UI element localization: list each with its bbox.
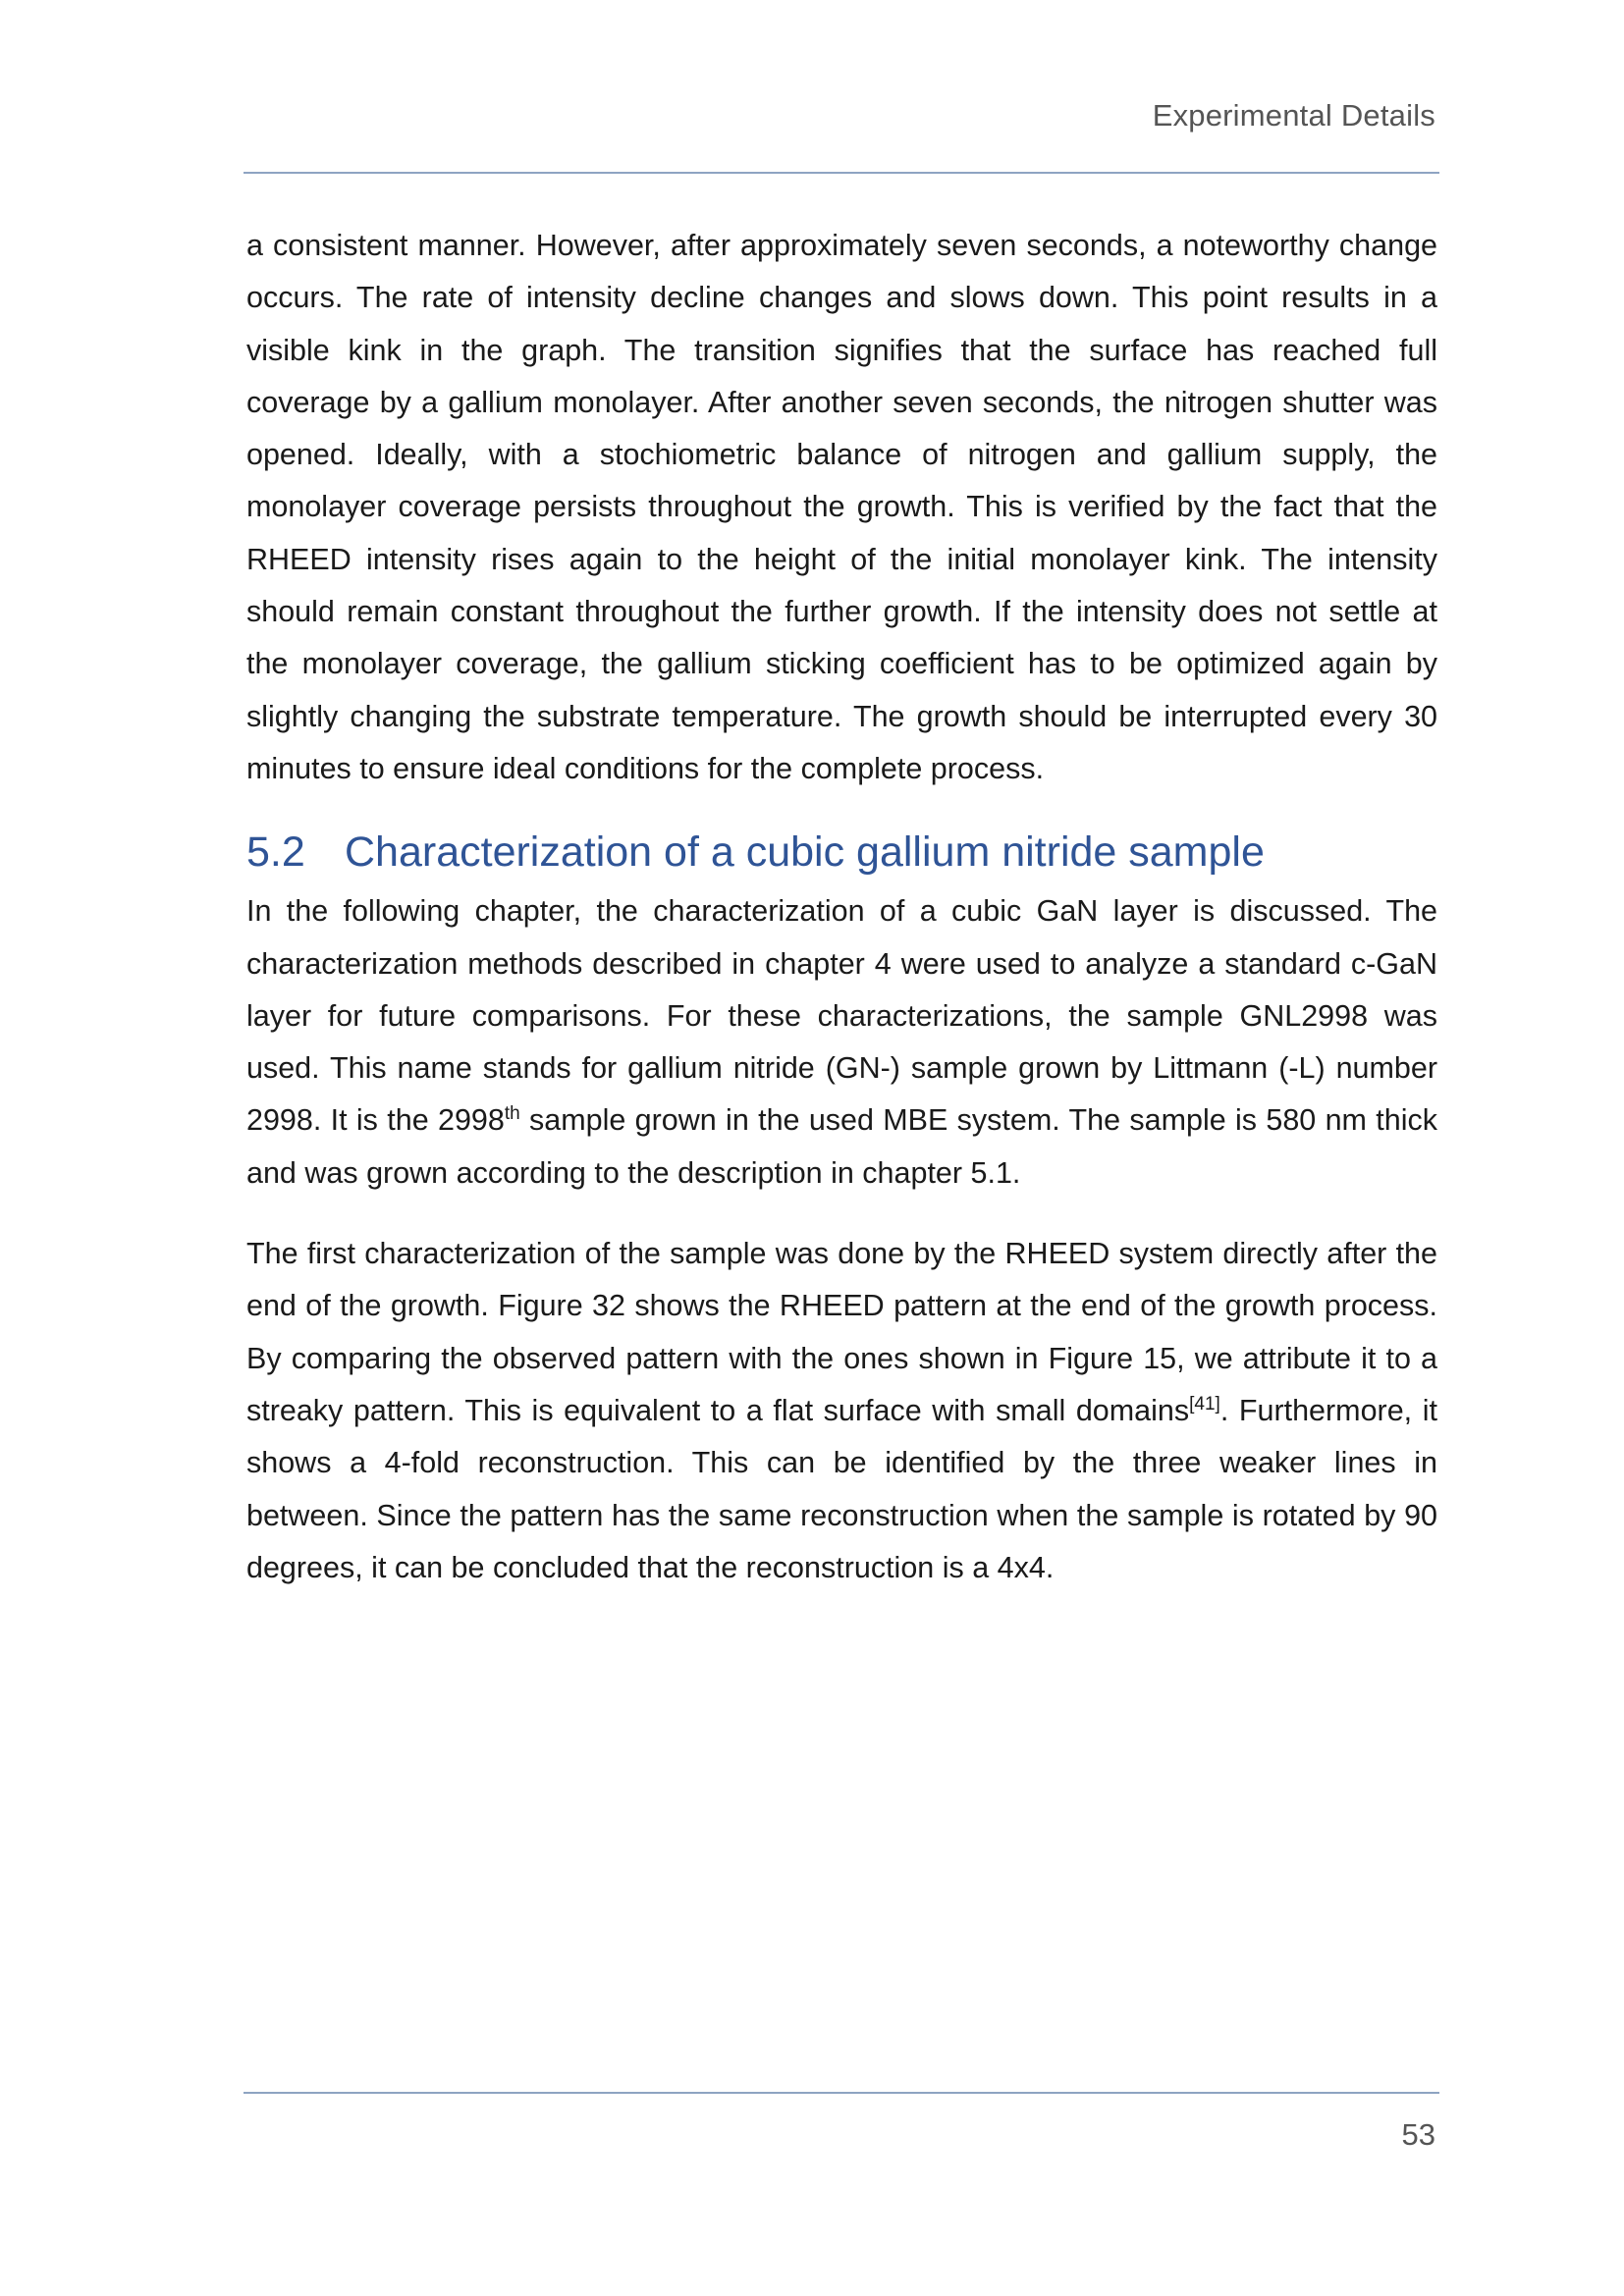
header-rule xyxy=(244,172,1439,174)
section-title: Characterization of a cubic gallium nitride sample xyxy=(345,828,1265,877)
paragraph-text: In the following chapter, the characterization of a cubic GaN layer is discussed. The characterization methods described in chapter 4 were used to analyze a standard c-GaN layer for future comparisons. For these characterizations, the sample GNL2998 was used. This name stands for gallium nitride (GN-) sample grown by Littmann (-L) number 2998. It is the 2998 xyxy=(246,894,1437,1138)
paragraph-text: The first characterization of the sample was done by the RHEED system directly after the end of the growth. Figure 32 shows the RHEED pattern at the end of the growth process. By comparing the observed pattern with the ones shown in Figure 15, we attribute it to a streaky pattern. This is equivalent to a flat surface with small domains xyxy=(246,1237,1437,1427)
running-header: Experimental Details xyxy=(1152,98,1435,133)
ordinal-superscript: th xyxy=(504,1103,520,1125)
paragraph-sample-intro xyxy=(246,885,1437,1200)
page-number: 53 xyxy=(1401,2117,1435,2152)
section-number: 5.2 xyxy=(246,828,305,877)
paragraph-text: sample grown in the used MBE system. The sample is 580 nm thick and was grown according to the description in chapter 5.1. xyxy=(246,1103,1437,1190)
paragraph-text: . Furthermore, it shows a 4-fold reconstruction. This can be identified by the three weaker lines in between. Since the pattern has the same reconstruction when the sample is rotated by 90 degrees, it can be concluded that the reconstruction is a 4x4. xyxy=(246,1393,1437,1584)
main-content xyxy=(246,220,1437,1594)
paragraph-rheed-characterization xyxy=(246,1228,1437,1594)
section-heading xyxy=(246,823,1437,881)
paragraph-continuation: a consistent manner. However, after approximately seven seconds, a noteworthy change occurs. The rate of intensity decline changes and slows down. This point results in a visible kink in the graph. The transition signifies that the surface has reached full coverage by a gallium monolayer. After another seven seconds, the nitrogen shutter was opened. Ideally, with a stochiometric balance of nitrogen and gallium supply, the monolayer coverage persists throughout the growth. This is verified by the fact that the RHEED intensity rises again to the height of the initial monolayer kink. The intensity should remain constant throughout the further growth. If the intensity does not settle at the monolayer coverage, the gallium sticking coefficient has to be optimized again by slightly changing the substrate temperature. The growth should be interrupted every 30 minutes to ensure ideal conditions for the complete process. xyxy=(246,229,1437,785)
footer-rule xyxy=(244,2092,1439,2094)
citation-reference: [41] xyxy=(1189,1393,1220,1415)
